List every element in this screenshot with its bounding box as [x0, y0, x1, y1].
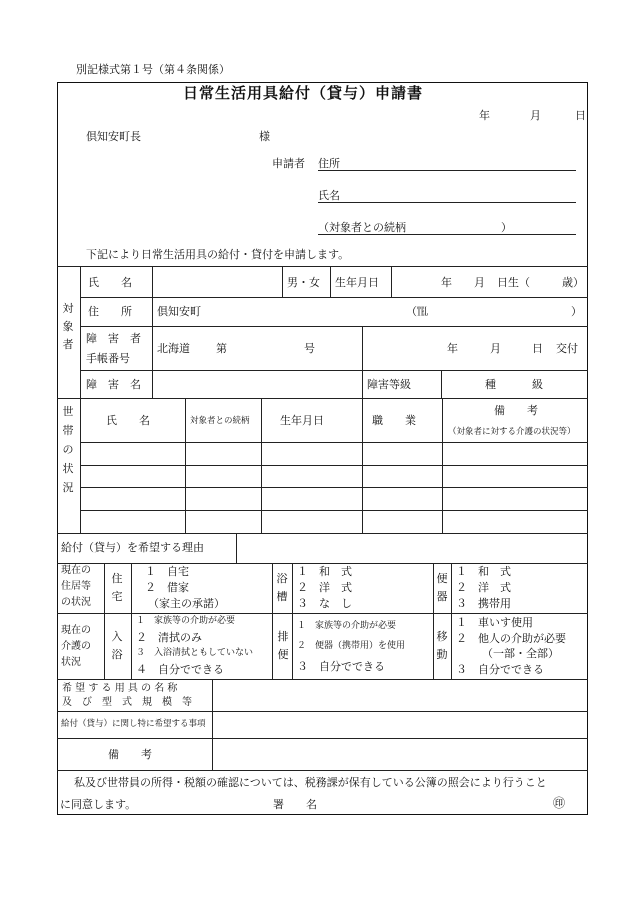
- wish-label-2: 及 び 型 式 規 模 等: [62, 697, 192, 708]
- house-option-2[interactable]: ２ 借家: [145, 581, 189, 594]
- applicant-address-label: 住所: [318, 157, 340, 170]
- toilet-option-2[interactable]: ２ 洋 式: [456, 581, 511, 594]
- bathing-label: 入浴: [111, 630, 123, 661]
- handbook-number-suffix: 号: [304, 342, 315, 355]
- applicant-relation-close: ）: [501, 221, 512, 234]
- subject-name-label: 氏 名: [88, 276, 132, 289]
- rule-v: [131, 563, 132, 679]
- excretion-option-2[interactable]: ２ 便器（携帯用）を使用: [297, 641, 406, 651]
- bathtub-label: 浴槽: [276, 572, 288, 603]
- issue-month[interactable]: 月: [490, 342, 501, 355]
- rule-household-top: [57, 398, 588, 399]
- rule-remarks-top: [57, 738, 588, 739]
- toilet-option-3[interactable]: ３ 携帯用: [456, 597, 511, 610]
- movement-option-1[interactable]: １ 車いす使用: [456, 616, 533, 629]
- date-year[interactable]: 年: [479, 109, 490, 122]
- rule-v: [152, 266, 153, 297]
- rule-v: [104, 563, 105, 679]
- applicant-relation-field[interactable]: [318, 234, 576, 235]
- seal-mark-icon: ㊞: [553, 796, 566, 810]
- birth-year[interactable]: 年: [441, 276, 452, 289]
- addressee-name: 倶知安町長: [86, 130, 141, 143]
- excretion-option-1[interactable]: １ 家族等の介助が必要: [297, 621, 397, 631]
- rule-v: [152, 297, 153, 326]
- subject-tel-label: （℡: [406, 305, 428, 318]
- rule-v: [330, 266, 331, 297]
- rule-v: [441, 370, 442, 398]
- subject-side-label: 対象者: [62, 302, 74, 351]
- rule-special-top: [57, 711, 588, 712]
- housing-label-2: 住居等: [61, 581, 91, 592]
- house-option-1[interactable]: １ 自宅: [145, 565, 189, 578]
- rule-v: [272, 563, 273, 679]
- birth-month[interactable]: 月: [474, 276, 485, 289]
- rule-care-top: [57, 613, 588, 614]
- issue-suffix: 交付: [556, 342, 578, 355]
- grade-label: 障害等級: [367, 378, 411, 391]
- movement-option-note[interactable]: （一部・全部）: [482, 647, 559, 660]
- rule-subject-top: [57, 266, 588, 267]
- rule-subject-3: [80, 370, 588, 371]
- rule-v: [261, 398, 262, 533]
- form-title: 日常生活用具給付（貸与）申請書: [183, 84, 424, 102]
- rule-v: [292, 563, 293, 679]
- rule-v: [442, 398, 443, 533]
- applicant-name-label: 氏名: [318, 189, 340, 202]
- rule-household-r2: [80, 487, 588, 488]
- issue-year[interactable]: 年: [447, 342, 458, 355]
- movement-option-3[interactable]: ３ 自分でできる: [456, 663, 544, 676]
- excretion-option-3[interactable]: ３ 自分でできる: [297, 660, 385, 673]
- movement-option-2[interactable]: ２ 他人の介助が必要: [456, 632, 566, 645]
- bathtub-option-1[interactable]: １ 和 式: [297, 565, 352, 578]
- rule-consent-top: [57, 770, 588, 771]
- toilet-option-1[interactable]: １ 和 式: [456, 565, 511, 578]
- bathing-option-1[interactable]: １ 家族等の介助が必要: [136, 616, 236, 626]
- rule-subject-2: [80, 326, 588, 327]
- rule-v: [362, 326, 363, 398]
- bathing-option-2[interactable]: ２ 清拭のみ: [136, 631, 202, 644]
- subject-gender[interactable]: 男・女: [287, 276, 320, 289]
- movement-label: 移動: [436, 630, 448, 661]
- rule-v: [212, 679, 213, 770]
- handbook-label-1: 障 害 者: [86, 332, 141, 345]
- rule-v: [282, 266, 283, 297]
- handbook-label-2: 手帳番号: [86, 352, 130, 365]
- rule-v: [185, 398, 186, 533]
- applicant-address-field[interactable]: [318, 170, 576, 171]
- consent-text-1: 私及び世帯員の所得・税額の確認については、税務課が保有している公簿の照会により行うこと: [74, 776, 547, 789]
- rule-household-r3: [80, 510, 588, 511]
- household-col-birth: 生年月日: [280, 414, 324, 427]
- toilet-label: 便器: [436, 572, 448, 603]
- rule-housing-top: [57, 563, 588, 564]
- issue-day[interactable]: 日: [532, 342, 543, 355]
- care-label-2: 介護の: [61, 641, 91, 652]
- house-type-label: 住宅: [111, 572, 123, 603]
- care-label-1: 現在の: [61, 625, 91, 636]
- applicant-name-field[interactable]: [318, 202, 576, 203]
- care-label-3: 状況: [61, 657, 81, 668]
- wish-label-1: 希 望 す る 用 具 の 名 称: [62, 683, 178, 694]
- handbook-number-prefix: 第: [216, 342, 227, 355]
- subject-address-value[interactable]: 倶知安町: [157, 305, 201, 318]
- bathing-option-3[interactable]: ３ 入浴清拭ともしていない: [136, 648, 254, 658]
- rule-subject-1: [80, 297, 588, 298]
- rule-v: [391, 266, 392, 297]
- reason-label: 給付（貸与）を希望する理由: [61, 541, 204, 554]
- rule-wish-top: [57, 679, 588, 680]
- rule-reason-top: [57, 533, 588, 534]
- rule-household-head: [80, 442, 588, 443]
- rule-side-col: [80, 266, 81, 533]
- household-side-label: 世帯の状況: [62, 405, 74, 494]
- rule-v: [152, 326, 153, 398]
- excretion-label: 排便: [277, 630, 289, 661]
- rule-v: [236, 533, 237, 563]
- birth-age[interactable]: 歳）: [562, 276, 584, 289]
- rule-v: [451, 563, 452, 679]
- date-day[interactable]: 日: [575, 109, 586, 122]
- household-col-notes-sub: （対象者に対する介護の状況等）: [448, 427, 576, 437]
- form-reference: 別記様式第１号（第４条関係）: [76, 63, 230, 76]
- housing-label-1: 現在の: [61, 565, 91, 576]
- subject-address-label: 住 所: [88, 305, 132, 318]
- subject-tel-close: ）: [571, 305, 582, 318]
- household-col-relation: 対象者との続柄: [190, 416, 250, 426]
- disability-label: 障 害 名: [86, 378, 141, 391]
- housing-label-3: の状況: [61, 597, 91, 608]
- rule-household-r1: [80, 465, 588, 466]
- intro-text: 下記により日常生活用具の給付・貸付を申請します。: [86, 248, 350, 261]
- household-col-name: 氏 名: [106, 414, 150, 427]
- applicant-relation-label: （対象者との続柄: [318, 221, 406, 234]
- household-col-job: 職 業: [372, 414, 416, 427]
- grade-level[interactable]: 級: [532, 378, 543, 391]
- bathtub-option-2[interactable]: ２ 洋 式: [297, 581, 352, 594]
- subject-birth-label: 生年月日: [335, 276, 379, 289]
- consent-text-2: に同意します。: [60, 798, 137, 811]
- date-month[interactable]: 月: [530, 109, 541, 122]
- addressee-honorific: 様: [259, 130, 270, 143]
- remarks-label: 備 考: [108, 748, 152, 761]
- signature-label: 署 名: [273, 798, 317, 811]
- bathtub-option-3[interactable]: ３ な し: [297, 597, 352, 610]
- rule-v: [362, 398, 363, 533]
- applicant-label: 申請者: [272, 157, 305, 170]
- house-option-note: （家主の承諾）: [148, 597, 225, 610]
- bathing-option-4[interactable]: ４ 自分でできる: [136, 663, 224, 676]
- grade-kind[interactable]: 種: [485, 378, 496, 391]
- handbook-prefecture: 北海道: [157, 342, 190, 355]
- special-request-label: 給付（貸与）に関し特に希望する事項: [61, 719, 206, 729]
- household-col-notes: 備 考: [494, 404, 538, 417]
- birth-day[interactable]: 日生（: [497, 276, 530, 289]
